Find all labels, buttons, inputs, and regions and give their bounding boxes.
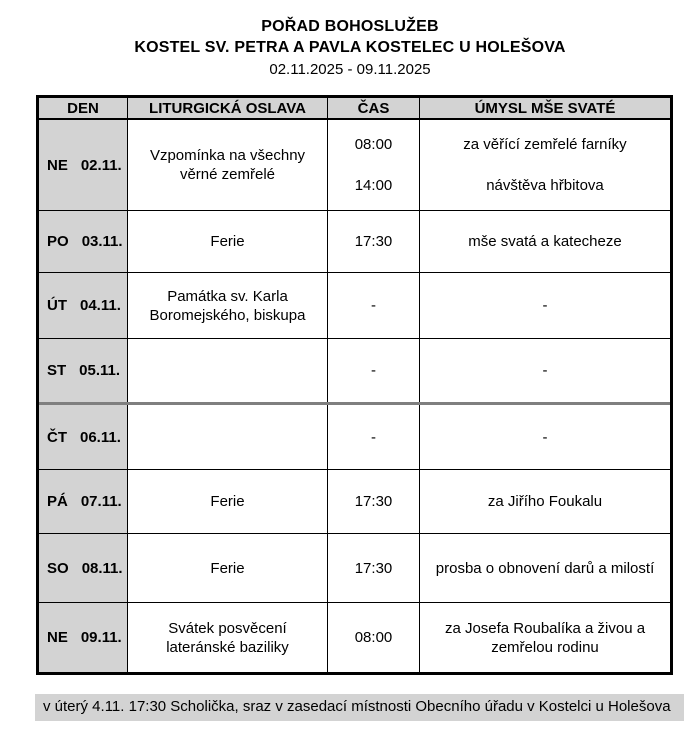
time-value: 08:00 [354, 136, 393, 153]
day-date: 07.11. [80, 493, 122, 510]
day-date: 05.11. [79, 362, 121, 379]
day-cell [39, 405, 127, 469]
intention-cell [419, 534, 670, 602]
intention-cell [419, 211, 670, 272]
table-row [39, 533, 670, 602]
intention-value: za věřící zemřelé farníky [463, 136, 627, 153]
time-cell [327, 120, 419, 210]
column-header-den: DEN [67, 99, 99, 117]
celebration-cell: Ferie [127, 211, 327, 272]
celebration-cell: Ferie [127, 470, 327, 533]
time-cell [327, 405, 419, 469]
day-abbr: ST [47, 362, 67, 379]
intention-cell [419, 273, 670, 338]
table-row [39, 210, 670, 272]
intention-value: mše svatá a katecheze [468, 233, 622, 250]
time-value: - [371, 428, 376, 446]
time-value: - [371, 362, 376, 379]
day-abbr: ÚT [47, 297, 67, 314]
time-cell [327, 273, 419, 338]
column-header-cas: ČAS [327, 98, 419, 118]
day-cell [39, 273, 127, 338]
column-header-umysl-mse-svate: ÚMYSL MŠE SVATÉ [419, 98, 670, 118]
date-range: 02.11.2025 - 09.11.2025 [269, 61, 431, 78]
day-date: 06.11. [80, 428, 121, 446]
intention-cell [419, 405, 670, 469]
table-row [39, 338, 670, 402]
table-row [39, 272, 670, 338]
table-header-row [39, 98, 670, 120]
celebration-cell [127, 339, 327, 402]
day-cell [39, 211, 127, 272]
intention-value: - [542, 428, 548, 446]
intention-value: za Josefa Roubalíka a živou a zemřelou rodinu [444, 619, 646, 656]
celebration-cell: Památka sv. Karla Boromejského, biskupa [127, 273, 327, 338]
time-value: 14:00 [354, 177, 393, 194]
document-header [0, 16, 700, 80]
table-row [39, 120, 670, 210]
day-cell [39, 534, 127, 602]
celebration-cell [127, 405, 327, 469]
day-date: 02.11. [80, 156, 122, 174]
celebration-cell: Svátek posvěcení lateránské baziliky [127, 603, 327, 672]
day-cell [39, 470, 127, 533]
time-cell [327, 339, 419, 402]
time-cell [327, 603, 419, 672]
schedule-table-body [39, 120, 670, 672]
time-value: 17:30 [354, 493, 393, 510]
intention-value: prosba o obnovení darů a milostí [435, 559, 655, 577]
day-cell [39, 339, 127, 402]
celebration-cell: Ferie [127, 534, 327, 602]
intention-cell [419, 120, 670, 210]
time-value: 17:30 [354, 559, 393, 577]
celebration-cell: Vzpomínka na všechny věrné zemřelé [127, 120, 327, 210]
day-abbr: NE [47, 156, 68, 174]
table-row [39, 602, 670, 672]
day-cell [39, 120, 127, 210]
day-date: 08.11. [81, 559, 123, 577]
column-header-liturgicka-oslava: LITURGICKÁ OSLAVA [127, 98, 327, 118]
time-cell [327, 534, 419, 602]
day-date: 04.11. [80, 297, 121, 314]
time-value: 08:00 [354, 629, 393, 646]
schedule-table [36, 95, 673, 675]
day-date: 09.11. [80, 629, 122, 646]
day-cell [39, 603, 127, 672]
church-name: KOSTEL SV. PETRA A PAVLA KOSTELEC U HOLEŠOVA [134, 39, 566, 56]
intention-cell [419, 339, 670, 402]
day-abbr: PO [47, 233, 69, 250]
day-abbr: NE [47, 629, 68, 646]
footer-note: v úterý 4.11. 17:30 Scholička, sraz v zasedací místnosti Obecního úřadu v Kostelci u Holešova [35, 694, 684, 721]
day-abbr: PÁ [47, 493, 68, 510]
intention-cell [419, 470, 670, 533]
day-date: 03.11. [81, 233, 123, 250]
table-row [39, 469, 670, 533]
time-value: - [371, 297, 376, 314]
document-title: POŘAD BOHOSLUŽEB [261, 18, 439, 35]
intention-cell [419, 603, 670, 672]
intention-value: návštěva hřbitova [486, 177, 604, 194]
time-cell [327, 211, 419, 272]
table-row [39, 402, 670, 469]
time-value: 17:30 [354, 233, 393, 250]
intention-value: - [542, 362, 548, 379]
intention-value: - [542, 297, 548, 314]
day-abbr: ČT [47, 428, 67, 446]
day-abbr: SO [47, 559, 69, 577]
time-cell [327, 470, 419, 533]
intention-value: za Jiřího Foukalu [487, 493, 603, 510]
